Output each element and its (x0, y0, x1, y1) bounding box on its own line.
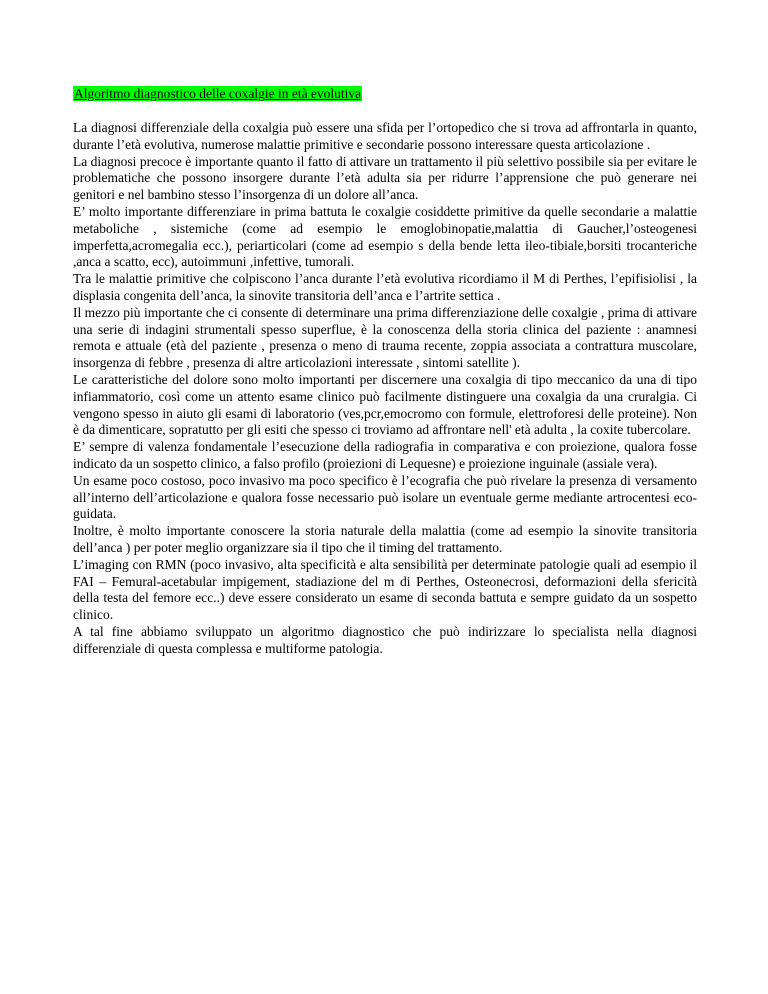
paragraph: Inoltre, è molto importante conoscere la storia naturale della malattia (come ad esempio la sinovite transitoria dell’anca ) per poter meglio organizzare sia il tipo che il timing del trattamento. (73, 523, 697, 555)
document-title: Algoritmo diagnostico delle coxalgie in età evolutiva (74, 86, 362, 101)
paragraph: Un esame poco costoso, poco invasivo ma poco specifico è l’ecografia che può rivelare la presenza di versamento all’interno dell’articolazione e qualora fosse necessario può isolare un eventuale germe mediante artrocentesi eco-guidata. (73, 472, 697, 522)
paragraph: L’imaging con RMN (poco invasivo, alta specificità e alta sensibilità per determinate patologie quali ad esempio il FAI – Femural-acetabular impigement, stadiazione del m di Perthes, Osteonecrosi, deformazioni della sfericità della testa del femore ecc..) deve essere considerato un esame di seconda battuta e sempre guidato da un sospetto clinico. (73, 556, 697, 623)
paragraph: E’ molto importante differenziare in prima battuta le coxalgie cosiddette primitive da quelle secondarie a malattie metaboliche , sistemiche (come ad esempio le emoglobinopatie,malattia di Gaucher,l’osteogenesi imperfetta,acromegalia ecc.), periarticolari (come ad esempio s della bende letta ileo-tibiale,borsiti trocanteriche ,anca a scatto, ecc), autoimmuni ,infettive, tumorali. (73, 203, 697, 270)
title-line (73, 86, 697, 103)
paragraph: A tal fine abbiamo sviluppato un algoritmo diagnostico che può indirizzare lo specialista nella diagnosi differenziale di questa complessa e multiforme patologia. (73, 623, 697, 656)
paragraph: E’ sempre di valenza fondamentale l’esecuzione della radiografia in comparativa e con proiezione, qualora fosse indicato da un sospetto clinico, a falso profilo (proiezioni di Lequesne) e proiezione inguinale (assiale vera). (73, 439, 697, 471)
document-body (73, 120, 697, 658)
paragraph: Tra le malattie primitive che colpiscono l’anca durante l’età evolutiva ricordiamo il M di Perthes, l’epifisiolisi , la displasia congenita dell’anca, la sinovite transitoria dell’anca e l’artrite settica . (73, 271, 697, 303)
paragraph: La diagnosi differenziale della coxalgia può essere una sfida per l’ortopedico che si trova ad affrontarla in quanto, durante l’età evolutiva, numerose malattie primitive e secondarie possono interessare questa articolazione . (73, 120, 697, 152)
paragraph: Il mezzo più importante che ci consente di determinare una prima differenziazione delle coxalgie , prima di attivare una serie di indagini strumentali spesso superflue, è la conoscenza della storia clinica del paziente : anamnesi remota e attuale (età del paziente , presenza o meno di trauma recente, zoppia associata a contrattura muscolare, insorgenza di febbre , presenza di altre articolazioni interessate , sintomi satellite ). (73, 304, 697, 371)
paragraph: La diagnosi precoce è importante quanto il fatto di attivare un trattamento il più selettivo possibile sia per evitare le problematiche che possono insorgere durante l’età adulta sia per ridurre l’apprensione che può generare nei genitori e nel bambino stesso l’insorgenza di un dolore all’anca. (73, 153, 697, 203)
document-page (73, 86, 697, 658)
paragraph: Le caratteristiche del dolore sono molto importanti per discernere una coxalgia di tipo meccanico da una di tipo infiammatorio, così come un attento esame clinico può facilmente distinguere una coxalgia da una cruralgia. Ci vengono spesso in aiuto gli esami di laboratorio (ves,pcr,emocromo con formule, elettroforesi delle proteine). Non è da dimenticare, sopratutto per gli esiti che spesso ci troviamo ad affrontare nell' età adulta , la coxite tubercolare. (73, 371, 697, 438)
